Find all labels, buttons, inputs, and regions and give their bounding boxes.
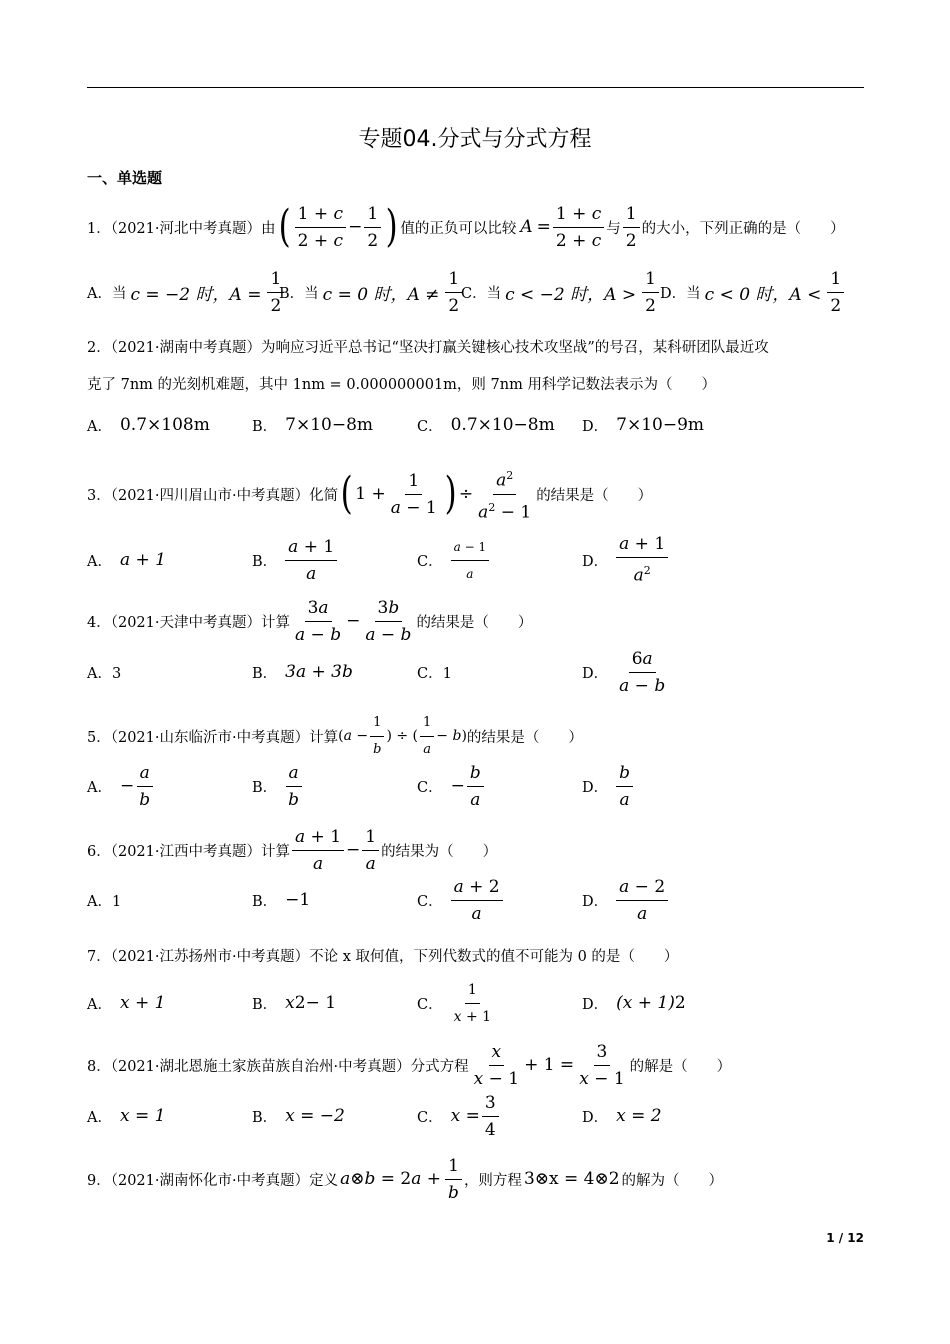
option-c[interactable]: C． $\frac{a - 1}{a}$ (417, 530, 491, 590)
option-d[interactable]: D． 7×10 −9 m (582, 415, 705, 435)
option-c[interactable]: C．1 (417, 665, 452, 682)
q1-frac: $\frac{1 + c}{2 + c}$ (295, 203, 346, 252)
question-1: 1．（2021·河北中考真题）由 ( $\frac{1 + c}{2 + c}$ − $\frac{1}{2}$ ) 值的正负可以比较 A = $\frac{1 + c}{2 + c}$ 与 $\frac{1}{2}$ 的大小，下列正确的是（ ） (87, 201, 845, 252)
option-c[interactable]: C． x = $\frac{3}{4}$ (417, 1090, 501, 1142)
option-b[interactable]: B． x 2 − 1 (252, 993, 337, 1013)
option-d[interactable]: D． $\frac{b}{a}$ (582, 760, 635, 812)
q1-options (87, 262, 867, 322)
option-b[interactable]: B． $\frac{a}{b}$ (252, 760, 304, 812)
option-c[interactable]: C． $\frac{1}{x + 1}$ (417, 978, 496, 1028)
option-c[interactable]: C． − $\frac{b}{a}$ (417, 760, 486, 812)
option-c[interactable]: C． $\frac{a + 2}{a}$ (417, 874, 505, 926)
q1-text: 值的正负可以比较 (400, 220, 517, 237)
paren-right: ) (385, 201, 398, 252)
q8-options (87, 1090, 867, 1142)
option-a[interactable]: A． a + 1 (87, 550, 166, 570)
option-d[interactable]: D．当 c < 0 时，A < $\frac{1}{2}$ (660, 262, 846, 322)
question-3: 3．（2021·四川眉山市·中考真题）化简 ( 1 + $\frac{1}{a - 1}$ ) ÷ $\frac{a^2}{a^2 - 1}$ 的结果是（ ） (87, 466, 867, 522)
q1-frac: $\frac{1}{2}$ (623, 203, 640, 252)
option-d[interactable]: D． $\frac{a - 2}{a}$ (582, 874, 670, 926)
option-c[interactable]: C． 0.7×10 −8 m (417, 415, 555, 435)
question-4: 4．（2021·天津中考真题）计算 $\frac{3a}{a - b}$ − $\frac{3b}{a - b}$ 的结果是（ ） (87, 597, 533, 645)
section-heading: 一、单选题 (87, 169, 163, 187)
question-9: 9．（2021·湖南怀化市·中考真题）定义 a⊗b = 2a + $\frac{1}{b}$ ，则方程 3⊗x = 4⊗2 的解为（ ） (87, 1155, 724, 1203)
question-7: 7．（2021·江苏扬州市·中考真题）不论 x 取何值，下列代数式的值不可能为 0 的是（ ） (87, 949, 679, 965)
option-d[interactable]: D． x = 2 (582, 1106, 662, 1126)
question-2-line2: 克了 7nm 的光刻机难题，其中 1nm = 0.000000001m，则 7nm 用科学记数法表示为（ ） (87, 377, 716, 393)
q3-options (87, 530, 867, 590)
page-title: 专题04.分式与分式方程 (358, 127, 592, 152)
q1-text: 与 (606, 220, 621, 237)
option-d[interactable]: D． $\frac{6a}{a - b}$ (582, 648, 666, 696)
q1-frac: $\frac{1 + c}{2 + c}$ (553, 203, 604, 252)
option-d[interactable]: D． $\frac{a + 1}{a^2}$ (582, 530, 670, 590)
q1-text: 1．（2021·河北中考真题）由 (87, 220, 276, 237)
q1-text: 的大小，下列正确的是（ ） (641, 220, 845, 237)
q1-frac: $\frac{1}{2}$ (364, 203, 381, 252)
q5-options (87, 760, 867, 812)
option-a[interactable]: A． 0.7×10 8 m (87, 415, 210, 435)
option-a[interactable]: A． x = 1 (87, 1106, 166, 1126)
q7-options (87, 978, 867, 1028)
option-b[interactable]: B． 3a + 3b (252, 662, 353, 682)
question-8: 8．（2021·湖北恩施土家族苗族自治州·中考真题）分式方程 $\frac{x}{x - 1}$ + 1 = $\frac{3}{x - 1}$ 的解是（ ） (87, 1041, 732, 1089)
option-c[interactable]: C．当 c < −2 时，A > $\frac{1}{2}$ (461, 262, 661, 322)
option-b[interactable]: B． −1 (252, 890, 311, 910)
option-d[interactable]: D． (x + 1) 2 (582, 993, 686, 1013)
q4-options (87, 646, 867, 698)
option-b[interactable]: B． x = −2 (252, 1106, 345, 1126)
option-a[interactable]: A． − $\frac{a}{b}$ (87, 760, 155, 812)
header-rule (87, 87, 864, 88)
paren-left: ( (278, 201, 291, 252)
option-a[interactable]: A．3 (87, 665, 122, 682)
question-5: 5．（2021·山东临沂市·中考真题）计算 (a − $\frac{1}{b}$ ) ÷ ( $\frac{1}{a}$ − b) 的结果是（ ） (87, 715, 867, 757)
option-a[interactable]: A．1 (87, 893, 122, 910)
option-b[interactable]: B． $\frac{a + 1}{a}$ (252, 530, 339, 590)
option-b[interactable]: B． 7×10 −8 m (252, 415, 374, 435)
q2-options (87, 400, 867, 450)
q6-options (87, 874, 867, 926)
option-a[interactable]: A．当 c = −2 时，A = $\frac{1}{2}$ (87, 262, 286, 322)
question-2-line1: 2．（2021·湖南中考真题）为响应习近平总书记“坚决打赢关键核心技术攻坚战”的号召，某科研团队最近攻 (87, 340, 769, 356)
option-a[interactable]: A． x + 1 (87, 993, 166, 1013)
option-b[interactable]: B．当 c = 0 时，A ≠ $\frac{1}{2}$ (279, 262, 464, 322)
page-number: 1 / 12 (826, 1231, 864, 1245)
question-6: 6．（2021·江西中考真题）计算 $\frac{a + 1}{a}$ − $\frac{1}{a}$ 的结果为（ ） (87, 826, 498, 874)
